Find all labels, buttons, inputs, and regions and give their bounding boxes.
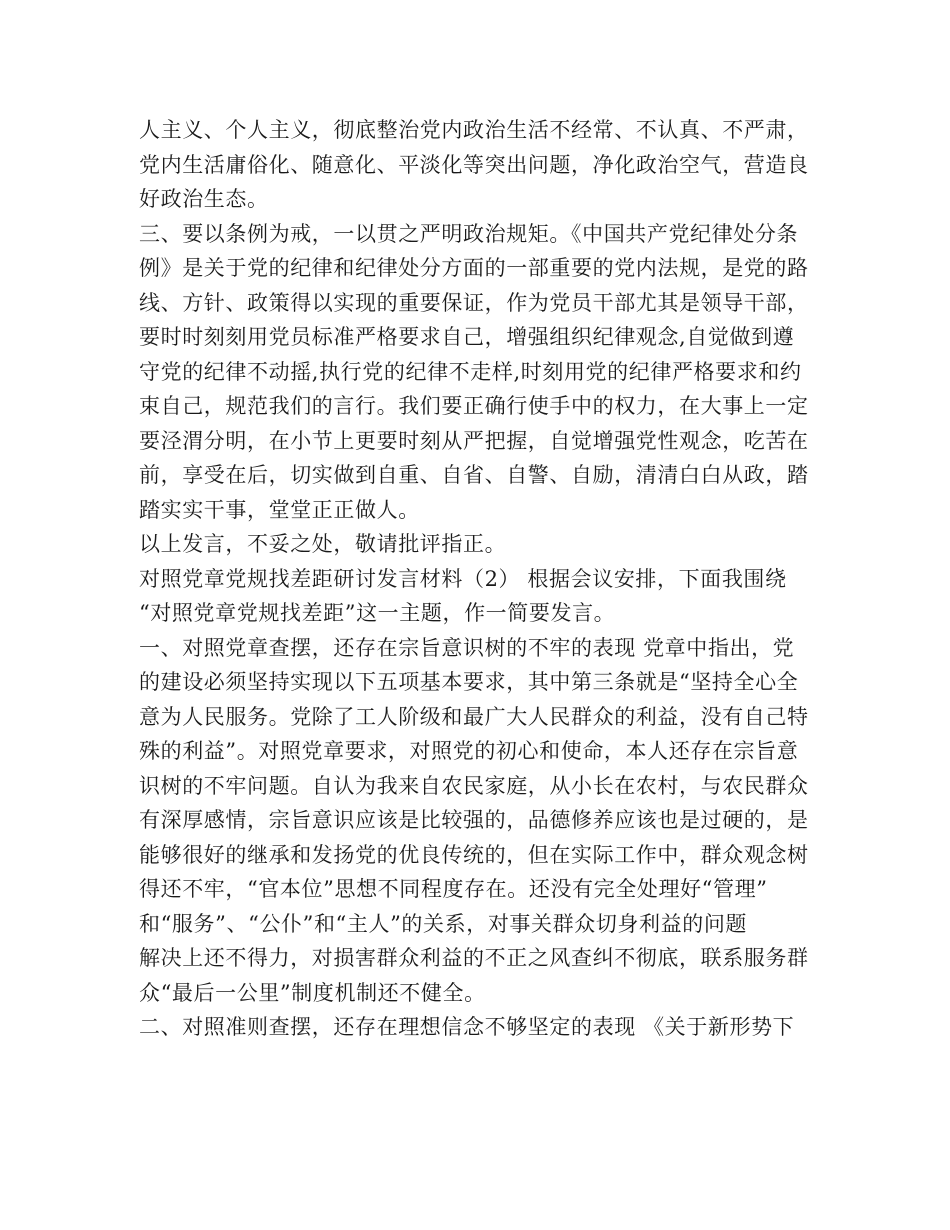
text-line: 线、方针、政策得以实现的重要保证，作为党员干部尤其是领导干部， [139, 290, 809, 315]
text-line: 人主义、个人主义，彻底整治党内政治生活不经常、不认真、不严肃， [139, 118, 809, 142]
text-line: 对照党章党规找差距研讨发言材料（2） 根据会议安排，下面我围绕 [139, 566, 787, 591]
text-line: 二、对照准则查摆，还存在理想信念不够坚定的表现 《关于新形势下 [139, 1015, 795, 1039]
text-line: 前，享受在后，切实做到自重、自省、自警、自励，清清白白从政，踏 [139, 463, 809, 487]
text-line: 党内生活庸俗化、随意化、平淡化等突出问题，净化政治空气，营造良 [139, 152, 809, 177]
text-line: 众“最后一公里”制度机制还不健全。 [139, 980, 486, 1005]
text-line: 要泾渭分明，在小节上更要时刻从严把握，自觉增强党性观念，吃苦在 [139, 428, 809, 453]
text-line: “对照党章党规找差距”这一主题，作一简要发言。 [139, 601, 616, 625]
text-line: 以上发言，不妥之处，敬请批评指正。 [139, 532, 507, 556]
text-line: 解决上还不得力，对损害群众利益的不正之风查纠不彻底，联系服务群 [139, 946, 809, 970]
text-line: 能够很好的继承和发扬党的优良传统的，但在实际工作中，群众观念树 [139, 842, 809, 867]
text-line: 得还不牢，“官本位”思想不同程度存在。还没有完全处理好“管理” [139, 877, 768, 901]
text-line: 例》是关于党的纪律和纪律处分方面的一部重要的党内法规，是党的路 [139, 256, 809, 280]
text-line: 和“服务”、“公仆”和“主人”的关系，对事关群众切身利益的问题 [139, 911, 748, 936]
text-line: 意为人民服务。党除了工人阶级和最广大人民群众的利益，没有自己特 [139, 704, 809, 729]
document-body [139, 113, 819, 1045]
text-line: 三、要以条例为戒，一以贯之严明政治规矩。《中国共产党纪律处分条 [139, 221, 799, 246]
text-line: 好政治生态。 [139, 187, 269, 211]
text-line: 的建设必须坚持实现以下五项基本要求，其中第三条就是“坚持全心全 [139, 670, 799, 694]
text-line: 要时时刻刻用党员标准严格要求自己，增强组织纪律观念,自觉做到遵 [139, 325, 795, 349]
text-line: 识树的不牢问题。自认为我来自农民家庭，从小长在农村，与农民群众 [139, 773, 809, 798]
text-line: 束自己，规范我们的言行。我们要正确行使手中的权力，在大事上一定 [139, 394, 809, 418]
text-line: 守党的纪律不动摇,执行党的纪律不走样,时刻用党的纪律严格要求和约 [139, 359, 802, 384]
text-line: 一、对照党章查摆，还存在宗旨意识树的不牢的表现 党章中指出，党 [139, 635, 795, 660]
text-line: 踏实实干事，堂堂正正做人。 [139, 497, 420, 522]
text-line: 殊的利益”。对照党章要求，对照党的初心和使命，本人还存在宗旨意 [139, 739, 799, 763]
text-line: 有深厚感情，宗旨意识应该是比较强的，品德修养应该也是过硬的，是 [139, 808, 809, 832]
